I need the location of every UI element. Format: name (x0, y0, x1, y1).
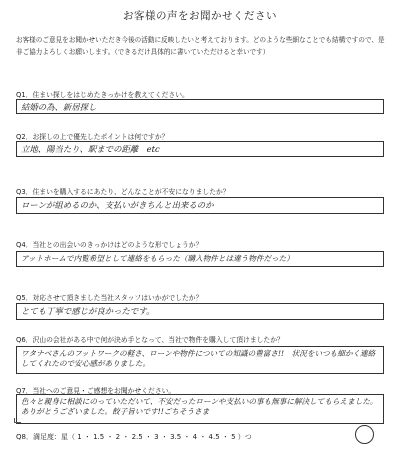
question-label-5: Q5．対応させて頂きました当社スタッフはいかがでしたか？ (16, 294, 203, 302)
answer-box-7: 色々と親身に相談にのっていただいて、不安だったローンや支払いの事も無事に解決してもらえました。ありがとうございました。餃子旨いです!!ごちそうさま (16, 394, 384, 424)
answer-box-3: ローンが組めるのか、支払いがきちんと出来るのか (16, 197, 384, 214)
page-title: お客様の声をお聞かせください (123, 10, 277, 22)
answer-box-6: ワタナベさんのフットワークの軽さ、ローンや物件についての知識の豊富さ!! 状況をいつも細かく連絡してくれたので安心感がありました。 (16, 346, 384, 374)
intro-text: お客様のご意見をお聞かせいただき今後の活動に反映したいと考えております。どのような些細なことでも結構ですので、是非ご協力よろしくお願いします。（できるだけ具体的に書いていただけると幸いです） (16, 36, 385, 56)
question-label-4: Q4．当社との出会いのきっかけはどのような形でしょうか？ (16, 241, 203, 249)
question-label-7: Q7．当社へのご意見・ご感想をお聞かせください。 (16, 387, 176, 395)
answer-box-4: アットホームで内覧希望として連絡をもらった（購入物件とは違う物件だった） (16, 251, 384, 267)
answer-box-2: 立地、陽当たり、駅までの距離 etc (16, 141, 384, 157)
question-label-3: Q3．住まいを購入するにあたり、どんなことが不安になりましたか？ (16, 188, 230, 196)
question-label-2: Q2．お探しの上で優先したポイントは何ですか？ (16, 133, 169, 141)
answer-box-5: とても丁寧で感じが良かったです。 (16, 303, 384, 320)
question-label-1: Q1．住まい探しをはじめたきっかけを教えてください。 (16, 91, 189, 99)
question-label-6: Q6．沢山の会社がある中で何が決め手となって、当社で物件を購入して頂けましたか？ (16, 336, 284, 344)
selected-rating-circle (355, 425, 374, 444)
satisfaction-scale: Q8．満足度：星（ 1 ・ 1.5 ・ 2 ・ 2.5 ・ 3 ・ 3.5 ・ 4 ・ 4.5 ・ 5 ）つ (16, 433, 252, 441)
answer-box-1: 結婚の為、新居探し (16, 99, 384, 114)
corner-mark (14, 418, 21, 423)
